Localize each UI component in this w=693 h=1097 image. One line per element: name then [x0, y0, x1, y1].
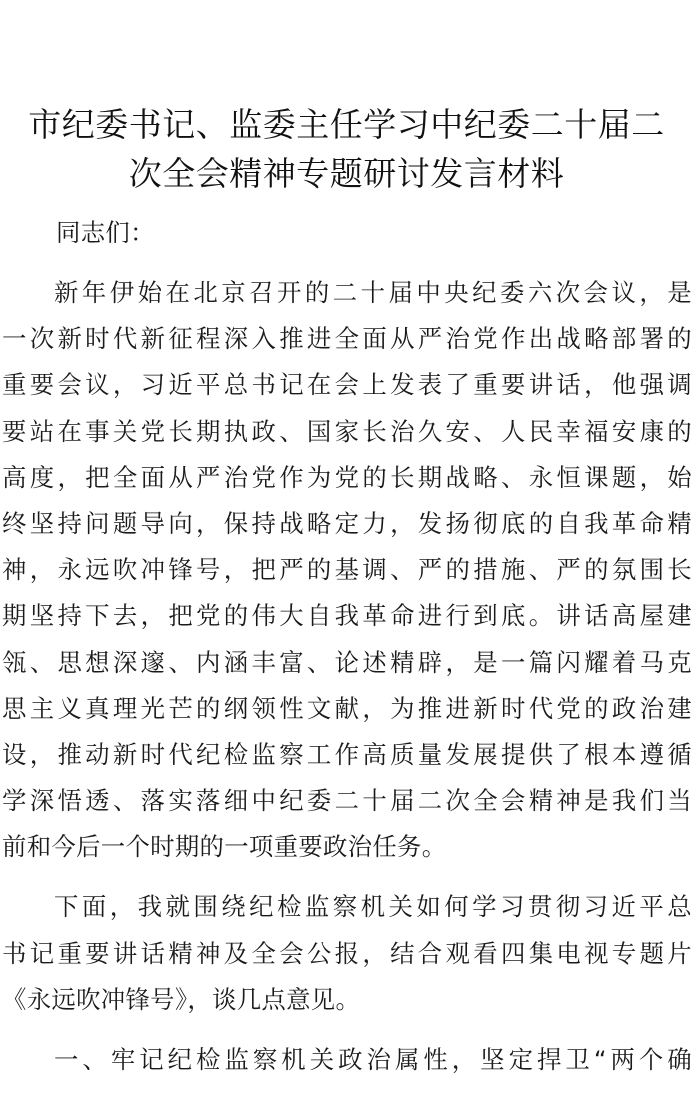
paragraph-1	[2, 270, 692, 870]
paragraph-line: 神，永远吹冲锋号，把严的基调、严的措施、严的氛围长	[2, 555, 692, 585]
paragraph-line: 高度，把全面从严治党作为党的长期战略、永恒课题，始	[2, 462, 692, 492]
greeting: 同志们：	[56, 218, 155, 247]
paragraph-line: 瓴、思想深邃、内涵丰富、论述精辟，是一篇闪耀着马克	[2, 647, 692, 677]
paragraph-3-heading	[2, 1037, 692, 1083]
paragraph-2	[2, 884, 692, 1023]
paragraph-line: 一次新时代新征程深入推进全面从严治党作出战略部署的	[2, 324, 692, 354]
section-heading-line: 一、牢记纪检监察机关政治属性，坚定捍卫“两个确	[54, 1045, 692, 1074]
spacer	[2, 870, 692, 884]
paragraph-line: 要站在事关党长期执政、国家长治久安、人民幸福安康的	[2, 416, 692, 446]
paragraph-line: 《永远吹冲锋号》，谈几点意见。	[2, 984, 361, 1014]
title-line-2: 次全会精神专题研讨发言材料	[128, 154, 565, 193]
spacer	[2, 1023, 692, 1037]
document-body	[2, 210, 692, 1083]
paragraph-line: 设，推动新时代纪检监察工作高质量发展提供了根本遵循	[2, 739, 692, 769]
paragraph-line: 思主义真理光芒的纲领性文献，为推进新时代党的政治建	[2, 693, 692, 723]
paragraph-line: 终坚持问题导向，保持战略定力，发扬彻底的自我革命精	[2, 508, 692, 538]
document-title	[0, 100, 693, 198]
paragraph-line: 新年伊始在北京召开的二十届中央纪委六次会议，是	[54, 278, 692, 307]
paragraph-line: 重要会议，习近平总书记在会上发表了重要讲话，他强调	[2, 370, 692, 400]
paragraph-line: 期坚持下去，把党的伟大自我革命进行到底。讲话高屋建	[2, 601, 692, 631]
paragraph-line: 下面，我就围绕纪检监察机关如何学习贯彻习近平总	[54, 892, 692, 922]
paragraph-line: 学深悟透、落实落细中纪委二十届二次全会精神是我们当	[2, 786, 692, 816]
title-line-1: 市纪委书记、监委主任学习中纪委二十届二	[28, 105, 665, 144]
paragraph-line: 书记重要讲话精神及全会公报，结合观看四集电视专题片	[2, 938, 692, 968]
paragraph-line: 前和今后一个时期的一项重要政治任务。	[2, 832, 447, 862]
spacer	[2, 256, 692, 270]
